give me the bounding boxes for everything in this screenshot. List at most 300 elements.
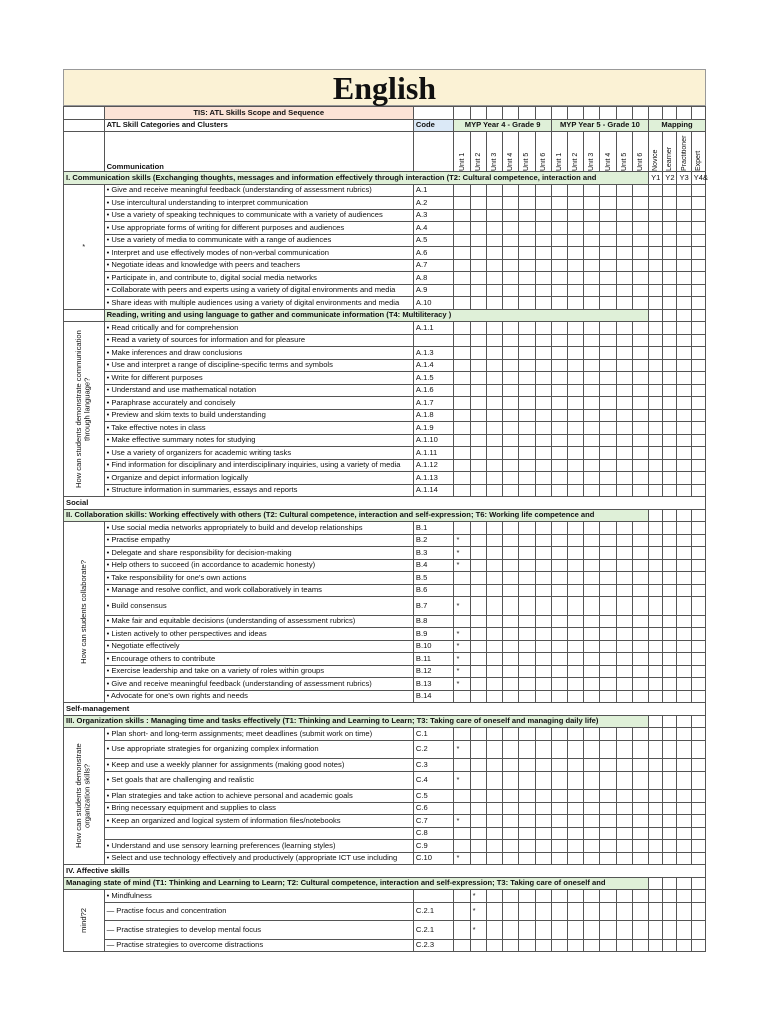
grid-cell [454, 297, 470, 310]
grid-cell [649, 197, 663, 210]
grid-cell [663, 209, 677, 222]
grid-cell [600, 840, 616, 853]
grid-cell [535, 397, 551, 410]
grid-cell [632, 628, 648, 641]
grid-cell [691, 802, 705, 815]
grid-cell [691, 297, 705, 310]
unit-header [551, 132, 567, 172]
grid-cell [649, 484, 663, 497]
grid-cell [632, 921, 648, 940]
grid-cell [632, 197, 648, 210]
skill-cell: • Read critically and for comprehension [104, 322, 413, 335]
grid-cell [663, 653, 677, 666]
grid-cell [454, 272, 470, 285]
grid-cell [503, 259, 519, 272]
level-header [663, 132, 677, 172]
grid-cell [616, 827, 632, 840]
grid-cell [663, 284, 677, 297]
grid-cell [584, 628, 600, 641]
code-cell: A.1.3 [413, 347, 454, 360]
grid-cell [535, 209, 551, 222]
grid-cell [551, 597, 567, 616]
grid-cell [616, 939, 632, 952]
grid-cell [616, 771, 632, 790]
grid-cell [691, 852, 705, 865]
grid-cell [632, 640, 648, 653]
grid-cell [649, 184, 663, 197]
grid-cell [691, 572, 705, 585]
grid-cell [551, 259, 567, 272]
grid-cell [454, 322, 470, 335]
grid-cell [649, 597, 663, 616]
grid-cell [551, 740, 567, 759]
grid-cell [663, 547, 677, 560]
grid-cell [470, 447, 486, 460]
grid-cell [584, 484, 600, 497]
grid-cell [691, 397, 705, 410]
grid-cell [503, 615, 519, 628]
mark-cell: * [454, 640, 470, 653]
grid-cell [649, 902, 663, 921]
grid-cell [649, 615, 663, 628]
grid-cell [616, 484, 632, 497]
grid-cell [663, 690, 677, 703]
code-cell: C.2 [413, 740, 454, 759]
atl-table [63, 106, 706, 952]
grid-cell [677, 247, 691, 260]
grid-cell [616, 222, 632, 235]
grid-cell [616, 890, 632, 903]
grid-cell [584, 397, 600, 410]
grid-cell [454, 434, 470, 447]
grid-cell [503, 297, 519, 310]
grid-cell [584, 334, 600, 347]
grid-cell [503, 890, 519, 903]
code-cell: A.6 [413, 247, 454, 260]
grid-cell [691, 759, 705, 772]
grid-cell [486, 921, 502, 940]
grid-cell [486, 422, 502, 435]
grid-cell [663, 728, 677, 741]
grid-cell [454, 197, 470, 210]
grid-cell [600, 921, 616, 940]
grid-cell [600, 678, 616, 691]
grid-cell [470, 209, 486, 222]
grid-cell [567, 272, 583, 285]
grid-cell [632, 678, 648, 691]
grid-cell [632, 653, 648, 666]
code-cell: A.4 [413, 222, 454, 235]
grid-cell [519, 547, 535, 560]
unit-header [632, 132, 648, 172]
grid-cell [632, 107, 648, 120]
grid-cell [470, 359, 486, 372]
grid-cell [677, 790, 691, 803]
grid-cell [470, 484, 486, 497]
grid-cell [454, 484, 470, 497]
grid-cell [663, 222, 677, 235]
grid-cell [677, 107, 691, 120]
grid-cell [519, 107, 535, 120]
grid-cell [691, 334, 705, 347]
mark-cell: * [470, 921, 486, 940]
grid-cell [677, 447, 691, 460]
grid-cell [519, 384, 535, 397]
code-cell: A.2 [413, 197, 454, 210]
blank-cell [64, 132, 105, 172]
grid-cell [470, 247, 486, 260]
grid-cell [632, 284, 648, 297]
grid-cell [454, 347, 470, 360]
grid-cell [649, 877, 663, 890]
grid-cell [551, 921, 567, 940]
grid-cell [632, 902, 648, 921]
code-cell: A.1.12 [413, 459, 454, 472]
grid-cell [470, 422, 486, 435]
grid-cell [632, 422, 648, 435]
grid-cell [649, 372, 663, 385]
grid-cell [691, 372, 705, 385]
grid-cell [691, 628, 705, 641]
grid-cell [470, 597, 486, 616]
grid-cell [663, 234, 677, 247]
code-cell: C.3 [413, 759, 454, 772]
grid-cell [663, 347, 677, 360]
mark-cell [454, 827, 470, 840]
grid-cell [616, 184, 632, 197]
grid-cell [616, 790, 632, 803]
grid-cell [567, 921, 583, 940]
question-cell-mind [64, 890, 105, 952]
grid-cell [535, 222, 551, 235]
grid-cell [519, 522, 535, 535]
grid-cell [677, 547, 691, 560]
grid-cell [616, 472, 632, 485]
grid-cell [649, 359, 663, 372]
grid-cell [470, 184, 486, 197]
mark-cell: * [454, 653, 470, 666]
grid-cell [616, 852, 632, 865]
question-label: mind?2 [78, 908, 88, 933]
grid-cell [551, 347, 567, 360]
grid-cell [677, 397, 691, 410]
grid-cell [519, 678, 535, 691]
grid-cell [503, 459, 519, 472]
grid-cell [600, 197, 616, 210]
grid-cell [470, 827, 486, 840]
grid-cell [584, 572, 600, 585]
grid-cell [454, 209, 470, 222]
grid-cell [551, 472, 567, 485]
grid-cell [551, 372, 567, 385]
question-label: How can students demonstrate organization skills? [74, 743, 92, 849]
grid-cell [677, 740, 691, 759]
grid-cell [551, 334, 567, 347]
grid-cell [567, 359, 583, 372]
grid-cell [503, 209, 519, 222]
grid-cell [649, 309, 663, 322]
grid-cell [632, 434, 648, 447]
grid-cell [677, 522, 691, 535]
skill-cell: • Use a variety of speaking techniques to communicate with a variety of audiences [104, 209, 413, 222]
grid-cell [649, 740, 663, 759]
grid-cell [470, 790, 486, 803]
unit-label: Unit 1 [555, 152, 563, 171]
grid-cell [503, 939, 519, 952]
grid-cell [470, 628, 486, 641]
grid-cell [519, 939, 535, 952]
grid-cell [535, 615, 551, 628]
grid-cell [663, 715, 677, 728]
grid-cell [535, 740, 551, 759]
grid-cell [470, 815, 486, 828]
unit-label: Unit 2 [572, 152, 580, 171]
grid-cell [600, 547, 616, 560]
question-cell-reading [64, 322, 105, 497]
grid-cell [535, 802, 551, 815]
grid-cell [600, 559, 616, 572]
grid-cell [535, 297, 551, 310]
grid-cell [535, 547, 551, 560]
grid-cell [632, 852, 648, 865]
grid-cell [503, 222, 519, 235]
code-cell: C.4 [413, 771, 454, 790]
grid-cell [470, 197, 486, 210]
grid-cell [632, 372, 648, 385]
grid-cell [677, 509, 691, 522]
grid-cell [600, 322, 616, 335]
grid-cell [551, 434, 567, 447]
grid-cell [503, 409, 519, 422]
grid-cell [567, 840, 583, 853]
grid-cell [567, 222, 583, 235]
grid-cell [677, 284, 691, 297]
grid-cell [691, 690, 705, 703]
code-cell: A.1.13 [413, 472, 454, 485]
grid-cell [551, 653, 567, 666]
grid-cell [535, 459, 551, 472]
grid-cell [663, 397, 677, 410]
grid-cell [691, 359, 705, 372]
code-cell: A.1.8 [413, 409, 454, 422]
mark-cell: * [454, 815, 470, 828]
grid-cell [519, 921, 535, 940]
grid-cell [663, 509, 677, 522]
grid-cell [632, 409, 648, 422]
grid-cell [649, 559, 663, 572]
level-label: Learner [666, 146, 674, 171]
grid-cell [551, 802, 567, 815]
grid-cell [486, 615, 502, 628]
grid-cell [470, 322, 486, 335]
grid-cell [470, 347, 486, 360]
grid-cell [470, 572, 486, 585]
grid-cell [486, 372, 502, 385]
grid-cell [600, 422, 616, 435]
grid-cell [567, 547, 583, 560]
grid-cell [551, 422, 567, 435]
grid-cell [535, 534, 551, 547]
grid-cell [584, 359, 600, 372]
grid-cell [567, 678, 583, 691]
grid-cell [691, 434, 705, 447]
grid-cell [691, 615, 705, 628]
grid-cell [454, 184, 470, 197]
grid-cell [486, 597, 502, 616]
grid-cell [535, 852, 551, 865]
grid-cell [567, 890, 583, 903]
grid-cell [567, 802, 583, 815]
grid-cell [600, 272, 616, 285]
grid-cell [519, 422, 535, 435]
skill-cell: • Practise empathy [104, 534, 413, 547]
grid-cell [567, 209, 583, 222]
grid-cell [567, 827, 583, 840]
grid-cell [691, 827, 705, 840]
grid-cell [503, 472, 519, 485]
grid-cell [584, 472, 600, 485]
grid-cell [691, 559, 705, 572]
grid-cell [632, 690, 648, 703]
grid-cell [567, 197, 583, 210]
grid-cell [616, 447, 632, 460]
grid-cell [616, 547, 632, 560]
grid-cell [551, 790, 567, 803]
code-cell: B.12 [413, 665, 454, 678]
grid-cell [535, 247, 551, 260]
grid-cell [691, 653, 705, 666]
grid-cell [616, 653, 632, 666]
grid-cell [632, 790, 648, 803]
grid-cell [551, 690, 567, 703]
grid-cell [551, 209, 567, 222]
grid-cell [632, 615, 648, 628]
unit-header [567, 132, 583, 172]
mark-cell [454, 759, 470, 772]
grid-cell [567, 653, 583, 666]
code-cell: A.1.6 [413, 384, 454, 397]
grid-cell [584, 534, 600, 547]
grid-cell [486, 322, 502, 335]
code-cell: C.2.1 [413, 921, 454, 940]
grid-cell [567, 397, 583, 410]
grid-cell [691, 509, 705, 522]
grid-cell [470, 665, 486, 678]
grid-cell [677, 197, 691, 210]
grid-cell [519, 272, 535, 285]
grid-cell [632, 234, 648, 247]
grid-cell [691, 222, 705, 235]
grid-cell [677, 297, 691, 310]
grid-cell [584, 447, 600, 460]
grid-cell [535, 939, 551, 952]
skill-cell: • Bring necessary equipment and supplies to class [104, 802, 413, 815]
skill-cell: • Keep and use a weekly planner for assignments (making good notes) [104, 759, 413, 772]
grid-cell [632, 890, 648, 903]
grid-cell [454, 359, 470, 372]
grid-cell [486, 434, 502, 447]
grid-cell [470, 272, 486, 285]
grid-cell [600, 359, 616, 372]
grid-cell [551, 272, 567, 285]
grid-cell [503, 522, 519, 535]
grid-cell [503, 640, 519, 653]
grid-cell [567, 728, 583, 741]
skill-cell: • Plan short- and long-term assignments; meet deadlines (submit work on time) [104, 728, 413, 741]
grid-cell [567, 628, 583, 641]
grid-cell [535, 653, 551, 666]
grid-cell [486, 653, 502, 666]
grid-cell [584, 322, 600, 335]
grid-cell [663, 771, 677, 790]
grid-cell [503, 653, 519, 666]
grid-cell [503, 584, 519, 597]
grid-cell [663, 434, 677, 447]
grid-cell [470, 802, 486, 815]
blank-cell [64, 309, 105, 322]
grid-cell [470, 771, 486, 790]
grid-cell [486, 284, 502, 297]
grid-cell [503, 597, 519, 616]
grid-cell [677, 759, 691, 772]
grid-cell [649, 447, 663, 460]
grid-cell [632, 584, 648, 597]
grid-cell [616, 322, 632, 335]
grid-cell [649, 715, 663, 728]
code-cell: A.7 [413, 259, 454, 272]
grid-cell [584, 840, 600, 853]
grid-cell [600, 640, 616, 653]
grid-cell [551, 547, 567, 560]
grid-cell [632, 840, 648, 853]
skill-cell: • Organize and depict information logically [104, 472, 413, 485]
grid-cell [470, 259, 486, 272]
grid-cell [600, 628, 616, 641]
grid-cell [677, 322, 691, 335]
code-header: Code [413, 119, 454, 132]
code-cell: B.9 [413, 628, 454, 641]
grid-cell [519, 653, 535, 666]
grid-cell [663, 790, 677, 803]
grid-cell [535, 597, 551, 616]
mark-cell [470, 939, 486, 952]
grid-cell [600, 334, 616, 347]
grid-cell [551, 890, 567, 903]
grid-cell [535, 759, 551, 772]
grid-cell [551, 284, 567, 297]
grid-cell [600, 790, 616, 803]
grid-cell [649, 297, 663, 310]
grid-cell [551, 827, 567, 840]
grid-cell [691, 447, 705, 460]
skill-cell: • Use appropriate strategies for organizing complex information [104, 740, 413, 759]
mark-cell: * [454, 597, 470, 616]
grid-cell [454, 284, 470, 297]
grid-cell [486, 902, 502, 921]
code-cell: C.2.1 [413, 902, 454, 921]
grid-cell [567, 322, 583, 335]
grid-cell [691, 815, 705, 828]
page-title: English [63, 69, 706, 106]
grid-cell [632, 384, 648, 397]
grid-cell [503, 840, 519, 853]
grid-cell [691, 347, 705, 360]
grid-cell [535, 628, 551, 641]
level-label: Practitioner [680, 135, 688, 171]
marker-cell: * [64, 184, 105, 309]
grid-cell [503, 347, 519, 360]
grid-cell [691, 902, 705, 921]
